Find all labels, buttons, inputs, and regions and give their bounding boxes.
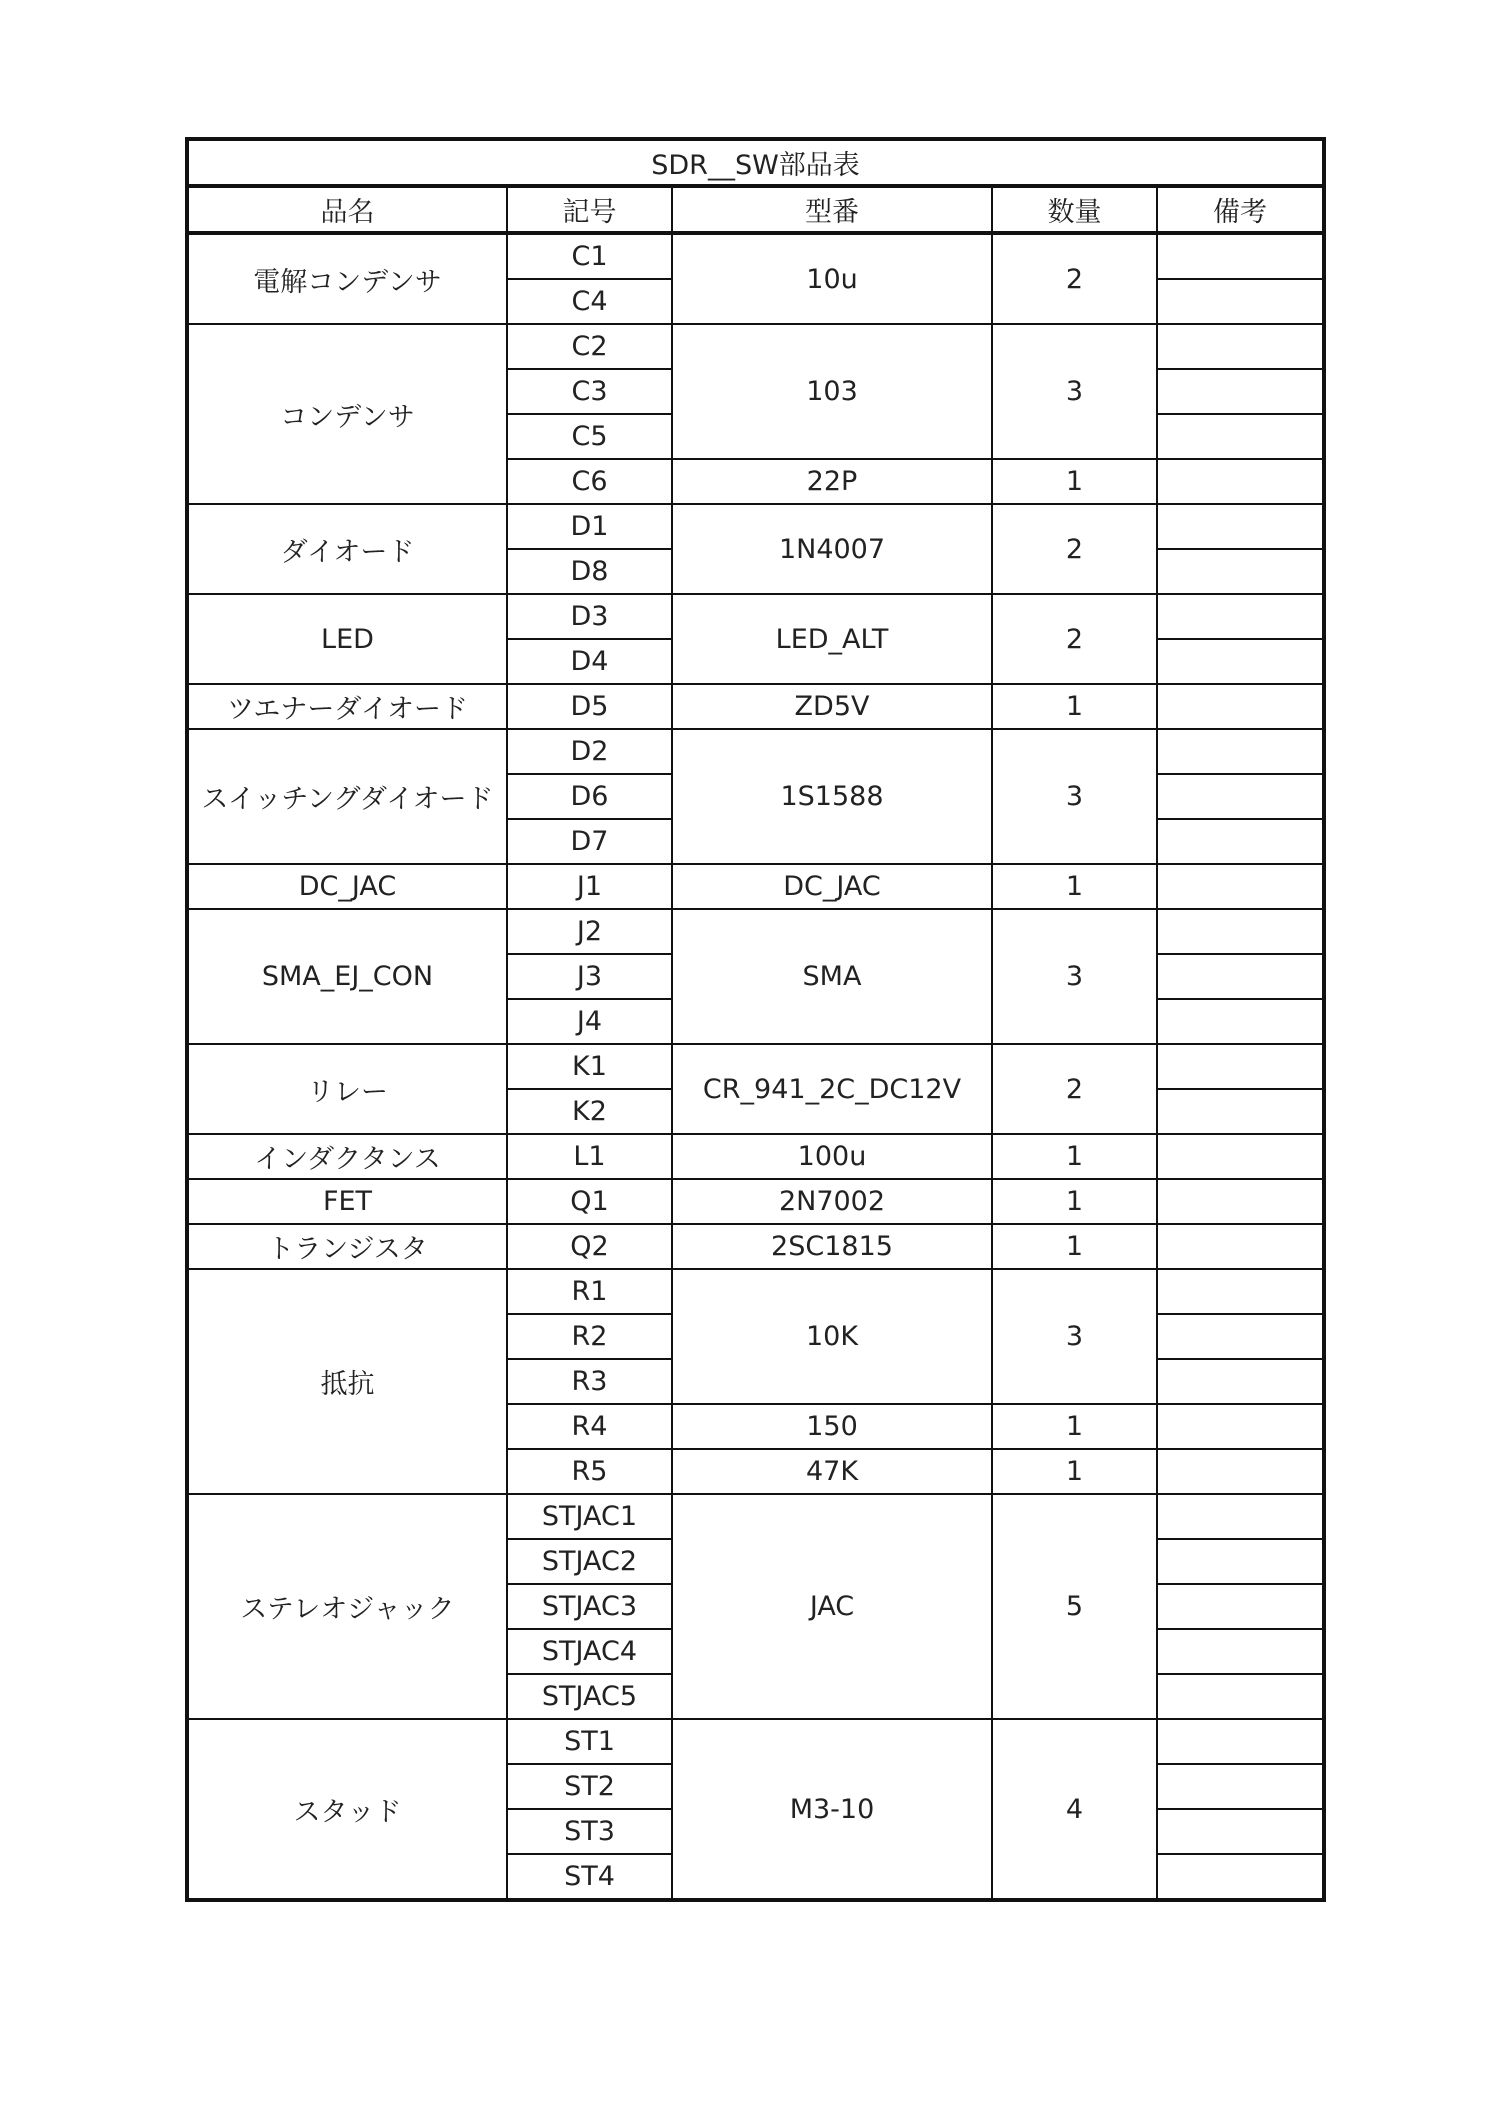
part-number-cell: CR_941_2C_DC12V (672, 1044, 992, 1134)
quantity-cell: 1 (992, 864, 1157, 909)
header-part-number: 型番 (672, 186, 992, 233)
reference-cell: J2 (507, 909, 672, 954)
reference-cell: K1 (507, 1044, 672, 1089)
remarks-cell (1157, 1359, 1324, 1404)
reference-cell: R5 (507, 1449, 672, 1494)
reference-cell: D6 (507, 774, 672, 819)
remarks-cell (1157, 549, 1324, 594)
part-name-cell: リレー (187, 1044, 507, 1134)
reference-cell: R3 (507, 1359, 672, 1404)
table-row (187, 1224, 1324, 1269)
remarks-cell (1157, 774, 1324, 819)
reference-cell: J1 (507, 864, 672, 909)
document-title: SDR__SW部品表 (187, 139, 1324, 186)
part-number-cell: 1S1588 (672, 729, 992, 864)
reference-cell: ST4 (507, 1854, 672, 1900)
part-name-cell: スタッド (187, 1719, 507, 1900)
quantity-cell: 2 (992, 504, 1157, 594)
reference-cell: C4 (507, 279, 672, 324)
reference-cell: D8 (507, 549, 672, 594)
part-number-cell: 150 (672, 1404, 992, 1449)
table-row (187, 1179, 1324, 1224)
reference-cell: STJAC1 (507, 1494, 672, 1539)
quantity-cell: 2 (992, 233, 1157, 324)
header-reference: 記号 (507, 186, 672, 233)
remarks-cell (1157, 1629, 1324, 1674)
table-row (187, 729, 1324, 774)
header-row (187, 186, 1324, 233)
remarks-cell (1157, 729, 1324, 774)
quantity-cell: 1 (992, 1449, 1157, 1494)
reference-cell: D5 (507, 684, 672, 729)
part-number-cell: 100u (672, 1134, 992, 1179)
remarks-cell (1157, 999, 1324, 1044)
remarks-cell (1157, 1494, 1324, 1539)
part-number-cell: 47K (672, 1449, 992, 1494)
table-row (187, 324, 1324, 369)
reference-cell: STJAC4 (507, 1629, 672, 1674)
quantity-cell: 1 (992, 1179, 1157, 1224)
remarks-cell (1157, 1719, 1324, 1764)
reference-cell: R2 (507, 1314, 672, 1359)
reference-cell: C3 (507, 369, 672, 414)
table-row (187, 233, 1324, 279)
reference-cell: ST1 (507, 1719, 672, 1764)
table-row (187, 1719, 1324, 1764)
quantity-cell: 1 (992, 1404, 1157, 1449)
reference-cell: L1 (507, 1134, 672, 1179)
reference-cell: STJAC5 (507, 1674, 672, 1719)
reference-cell: D7 (507, 819, 672, 864)
remarks-cell (1157, 1809, 1324, 1854)
quantity-cell: 3 (992, 909, 1157, 1044)
quantity-cell: 1 (992, 684, 1157, 729)
table-row (187, 684, 1324, 729)
quantity-cell: 3 (992, 729, 1157, 864)
part-number-cell: SMA (672, 909, 992, 1044)
quantity-cell: 1 (992, 459, 1157, 504)
reference-cell: C2 (507, 324, 672, 369)
part-name-cell: 電解コンデンサ (187, 233, 507, 324)
remarks-cell (1157, 1539, 1324, 1584)
reference-cell: C5 (507, 414, 672, 459)
part-name-cell: コンデンサ (187, 324, 507, 504)
part-number-cell: 2N7002 (672, 1179, 992, 1224)
remarks-cell (1157, 1179, 1324, 1224)
remarks-cell (1157, 1854, 1324, 1900)
reference-cell: Q1 (507, 1179, 672, 1224)
part-name-cell: FET (187, 1179, 507, 1224)
remarks-cell (1157, 1584, 1324, 1629)
title-row (187, 139, 1324, 186)
part-number-cell: DC_JAC (672, 864, 992, 909)
parts-list-body (187, 233, 1324, 1900)
part-name-cell: 抵抗 (187, 1269, 507, 1494)
remarks-cell (1157, 1314, 1324, 1359)
remarks-cell (1157, 324, 1324, 369)
remarks-cell (1157, 1404, 1324, 1449)
part-number-cell: ZD5V (672, 684, 992, 729)
part-number-cell: 1N4007 (672, 504, 992, 594)
reference-cell: STJAC3 (507, 1584, 672, 1629)
reference-cell: ST2 (507, 1764, 672, 1809)
header-part-name: 品名 (187, 186, 507, 233)
remarks-cell (1157, 909, 1324, 954)
reference-cell: D1 (507, 504, 672, 549)
part-name-cell: DC_JAC (187, 864, 507, 909)
reference-cell: C1 (507, 233, 672, 279)
part-number-cell: 10u (672, 233, 992, 324)
remarks-cell (1157, 1089, 1324, 1134)
remarks-cell (1157, 594, 1324, 639)
reference-cell: ST3 (507, 1809, 672, 1854)
remarks-cell (1157, 864, 1324, 909)
part-number-cell: 10K (672, 1269, 992, 1404)
table-row (187, 1044, 1324, 1089)
quantity-cell: 5 (992, 1494, 1157, 1719)
part-number-cell: 2SC1815 (672, 1224, 992, 1269)
remarks-cell (1157, 414, 1324, 459)
table-row (187, 1494, 1324, 1539)
remarks-cell (1157, 1224, 1324, 1269)
table-row (187, 1269, 1324, 1314)
part-number-cell: 103 (672, 324, 992, 459)
part-name-cell: インダクタンス (187, 1134, 507, 1179)
reference-cell: D2 (507, 729, 672, 774)
remarks-cell (1157, 459, 1324, 504)
remarks-cell (1157, 233, 1324, 279)
reference-cell: D4 (507, 639, 672, 684)
table-row (187, 504, 1324, 549)
remarks-cell (1157, 279, 1324, 324)
part-name-cell: トランジスタ (187, 1224, 507, 1269)
table-row (187, 594, 1324, 639)
quantity-cell: 1 (992, 1224, 1157, 1269)
remarks-cell (1157, 1269, 1324, 1314)
table-row (187, 864, 1324, 909)
quantity-cell: 2 (992, 1044, 1157, 1134)
reference-cell: K2 (507, 1089, 672, 1134)
part-name-cell: SMA_EJ_CON (187, 909, 507, 1044)
part-name-cell: LED (187, 594, 507, 684)
part-number-cell: JAC (672, 1494, 992, 1719)
reference-cell: J3 (507, 954, 672, 999)
reference-cell: D3 (507, 594, 672, 639)
part-name-cell: ダイオード (187, 504, 507, 594)
quantity-cell: 4 (992, 1719, 1157, 1900)
reference-cell: R4 (507, 1404, 672, 1449)
remarks-cell (1157, 1764, 1324, 1809)
remarks-cell (1157, 639, 1324, 684)
reference-cell: Q2 (507, 1224, 672, 1269)
remarks-cell (1157, 1449, 1324, 1494)
parts-list-table (185, 137, 1326, 1902)
part-name-cell: ツエナーダイオード (187, 684, 507, 729)
remarks-cell (1157, 1674, 1324, 1719)
remarks-cell (1157, 684, 1324, 729)
remarks-cell (1157, 1044, 1324, 1089)
part-number-cell: M3-10 (672, 1719, 992, 1900)
part-number-cell: 22P (672, 459, 992, 504)
quantity-cell: 1 (992, 1134, 1157, 1179)
reference-cell: J4 (507, 999, 672, 1044)
remarks-cell (1157, 819, 1324, 864)
part-name-cell: ステレオジャック (187, 1494, 507, 1719)
remarks-cell (1157, 1134, 1324, 1179)
quantity-cell: 2 (992, 594, 1157, 684)
part-name-cell: スイッチングダイオード (187, 729, 507, 864)
reference-cell: C6 (507, 459, 672, 504)
reference-cell: R1 (507, 1269, 672, 1314)
remarks-cell (1157, 504, 1324, 549)
quantity-cell: 3 (992, 324, 1157, 459)
header-remarks: 備考 (1157, 186, 1324, 233)
remarks-cell (1157, 369, 1324, 414)
table-row (187, 1134, 1324, 1179)
table-row (187, 909, 1324, 954)
header-quantity: 数量 (992, 186, 1157, 233)
reference-cell: STJAC2 (507, 1539, 672, 1584)
remarks-cell (1157, 954, 1324, 999)
part-number-cell: LED_ALT (672, 594, 992, 684)
quantity-cell: 3 (992, 1269, 1157, 1404)
